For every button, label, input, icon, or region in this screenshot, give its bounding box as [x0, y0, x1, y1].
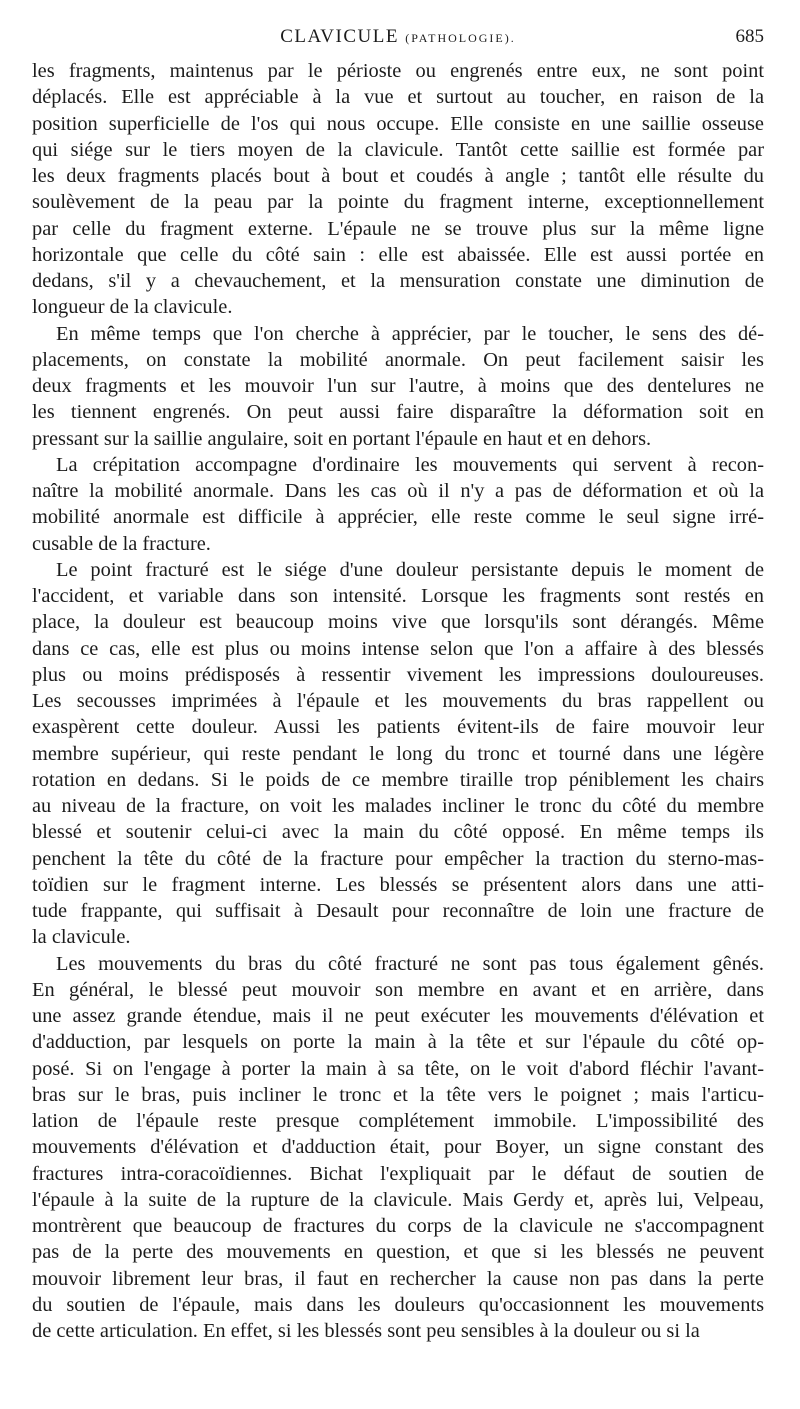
text-line: naître la mobilité anormale. Dans les cas où il n'y a pas de déformation et où la	[32, 480, 764, 502]
text-line: d'adduction, par lesquels on porte la main à la tête et sur l'épaule du côté op-	[32, 1031, 764, 1054]
text-line: dans ce cas, elle est plus ou moins intense selon que l'on a affaire à des blessés	[32, 637, 764, 660]
text-line: au niveau de la fracture, on voit les malades incliner le tronc du côté du membre	[32, 795, 764, 817]
text-line: position superficielle de l'os qui nous occupe. Elle consiste en une saillie osseuse	[32, 112, 764, 135]
text-line: qui siége sur le tiers moyen de la clavicule. Tantôt cette saillie est formée par	[32, 138, 764, 161]
text-line: par celle du fragment externe. L'épaule ne se trouve plus sur la même ligne	[32, 217, 764, 240]
text-line: pas de la perte des mouvements en question, et que si les blessés ne peuvent	[32, 1241, 764, 1264]
header-title: CLAVICULE	[280, 26, 399, 47]
text-line: lation de l'épaule reste presque complétement immobile. L'impossibilité des	[32, 1110, 764, 1132]
text-line: Les secousses imprimées à l'épaule et les mouvements du bras rappellent ou	[32, 690, 764, 712]
text-line: pressant sur la saillie angulaire, soit en portant l'épaule en haut et en dehors.	[32, 427, 652, 450]
page-number: 685	[735, 26, 764, 47]
running-title	[32, 26, 764, 48]
text-line: les tiennent engrenés. On peut aussi faire disparaître la déformation soit en	[32, 401, 764, 424]
text-line: mouvoir librement leur bras, il faut en rechercher la cause non pas dans la perte	[32, 1267, 764, 1290]
text-line: penchent la tête du côté de la fracture pour empêcher la traction du sterno-mas-	[32, 847, 764, 870]
text-line: l'épaule à la suite de la rupture de la clavicule. Mais Gerdy et, après lui, Velpeau,	[32, 1188, 764, 1211]
text-line: du soutien de l'épaule, mais dans les douleurs qu'occasionnent les mouvements	[32, 1293, 764, 1316]
text-line: La crépitation accompagne d'ordinaire les mouvements qui servent à recon-	[56, 453, 764, 476]
text-line: soulèvement de la peau par la pointe du fragment interne, exceptionnellement	[32, 191, 764, 214]
text-line: tude frappante, qui suffisait à Desault pour reconnaître de loin une fracture de	[32, 900, 764, 922]
text-line: les deux fragments placés bout à bout et coudés à angle ; tantôt elle résulte du	[32, 165, 764, 187]
text-line: deux fragments et les mouvoir l'un sur l'autre, à moins que des dentelures ne	[32, 375, 764, 397]
text-line: exaspèrent cette douleur. Aussi les patients évitent-ils de faire mouvoir leur	[32, 716, 764, 739]
text-line: cusable de la fracture.	[32, 532, 211, 555]
text-line: posé. Si on l'engage à porter la main à sa tête, on le voit d'abord fléchir l'avant-	[32, 1057, 764, 1080]
text-line: Les mouvements du bras du côté fracturé ne sont pas tous également gênés.	[56, 952, 764, 975]
text-line: déplacés. Elle est appréciable à la vue et surtout au toucher, en raison de la	[32, 86, 764, 109]
page	[32, 26, 764, 1344]
text-line: mouvements d'élévation et d'adduction était, pour Boyer, un signe constant des	[32, 1136, 764, 1159]
text-line: En même temps que l'on cherche à apprécier, par le toucher, le sens des dé-	[56, 322, 764, 345]
running-head	[32, 26, 764, 54]
text-line: les fragments, maintenus par le périoste ou engrenés entre eux, ne sont point	[32, 60, 764, 82]
body-text	[32, 58, 764, 1344]
text-line: bras sur le bras, puis incliner le tronc et la tête vers le poignet ; mais l'articu-	[32, 1083, 764, 1106]
text-line: la clavicule.	[32, 926, 131, 949]
text-line: horizontale que celle du côté sain : elle est abaissée. Elle est aussi portée en	[32, 243, 764, 266]
text-line: une assez grande étendue, mais il ne peut exécuter les mouvements d'élévation et	[32, 1005, 764, 1027]
text-line: fractures intra-coracoïdiennes. Bichat l'expliquait par le défaut de soutien de	[32, 1162, 764, 1185]
text-line: montrèrent que beaucoup de fractures du corps de la clavicule ne s'accompagnent	[32, 1215, 764, 1237]
text-line: placements, on constate la mobilité anormale. On peut facilement saisir les	[32, 348, 764, 371]
text-line: membre supérieur, qui reste pendant le long du tronc et tourné dans une légère	[32, 742, 764, 765]
text-line: de cette articulation. En effet, si les blessés sont peu sensibles à la douleur ou si la	[32, 1320, 700, 1342]
text-line: toïdien sur le fragment interne. Les blessés se présentent alors dans une atti-	[32, 873, 764, 896]
text-line: l'accident, et variable dans son intensité. Lorsque les fragments sont restés en	[32, 585, 764, 607]
header-subtitle: (PATHOLOGIE).	[405, 31, 516, 45]
text-line: rotation en dedans. Si le poids de ce membre tiraille trop péniblement les chairs	[32, 768, 764, 791]
text-line: En général, le blessé peut mouvoir son membre en avant et en arrière, dans	[32, 978, 764, 1001]
text-line: Le point fracturé est le siége d'une douleur persistante depuis le moment de	[56, 558, 764, 581]
text-line: place, la douleur est beaucoup moins vive que lorsqu'ils sont dérangés. Même	[32, 611, 764, 634]
text-line: plus ou moins prédisposés à ressentir vivement les impressions douloureuses.	[32, 663, 764, 686]
text-line: blessé et soutenir celui-ci avec la main du côté opposé. En même temps ils	[32, 821, 764, 844]
text-line: dedans, s'il y a chevauchement, et la mensuration constate une diminution de	[32, 270, 764, 292]
text-line: longueur de la clavicule.	[32, 296, 233, 319]
text-line: mobilité anormale est difficile à apprécier, elle reste comme le seul signe irré-	[32, 506, 764, 529]
